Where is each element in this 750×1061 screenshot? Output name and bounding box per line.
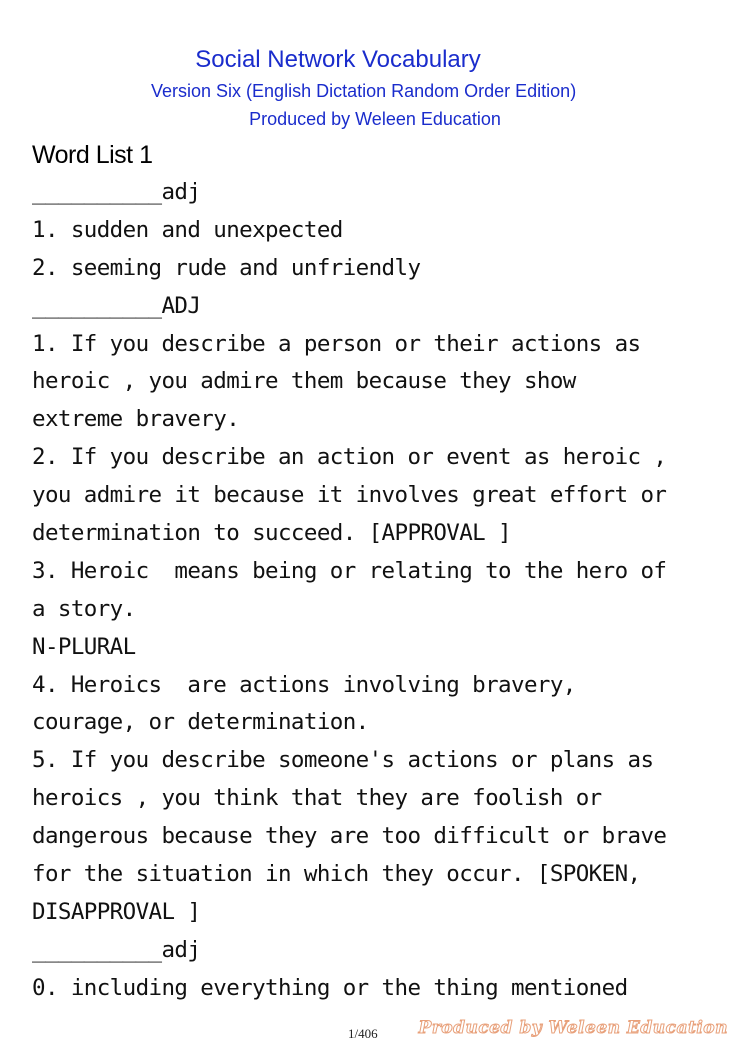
word-list-heading: Word List 1	[32, 141, 153, 169]
text-line: 1. sudden and unexpected	[32, 216, 343, 243]
producer-line: Produced by Weleen Education	[249, 109, 501, 129]
text-line: 2. If you describe an action or event as heroic ,	[32, 444, 667, 471]
text-line: 4. Heroics are actions involving bravery,	[32, 671, 576, 698]
text-line: determination to succeed. [APPROVAL ]	[32, 520, 512, 547]
document-title: Social Network Vocabulary	[195, 46, 481, 73]
text-line: 0. including everything or the thing mentioned	[32, 974, 628, 1001]
text-line: for the situation in which they occur. [SPOKEN,	[32, 861, 641, 888]
text-line: 5. If you describe someone's actions or plans as	[32, 747, 654, 774]
text-line: N-PLURAL	[32, 633, 136, 660]
watermark-logo: Produced by Weleen Education	[418, 1018, 728, 1038]
text-line: __________ADJ	[32, 292, 201, 319]
text-line: courage, or determination.	[32, 709, 369, 736]
text-line: heroics , you think that they are foolish or	[32, 785, 602, 812]
text-line: DISAPPROVAL ]	[32, 898, 201, 925]
text-line: heroic , you admire them because they show	[32, 368, 576, 395]
text-line: 1. If you describe a person or their actions as	[32, 330, 641, 357]
vocabulary-body	[32, 174, 732, 1008]
text-line: you admire it because it involves great effort or	[32, 482, 667, 509]
text-line: extreme bravery.	[32, 406, 240, 433]
text-line: __________adj	[32, 936, 201, 963]
document-subtitle: Version Six (English Dictation Random Order Edition)	[151, 81, 577, 101]
text-line: 2. seeming rude and unfriendly	[32, 254, 421, 281]
text-line: dangerous because they are too difficult or brave	[32, 823, 667, 850]
text-line: __________adj	[32, 179, 201, 205]
page-number: 1/406	[348, 1026, 378, 1041]
text-line: 3. Heroic means being or relating to the hero of	[32, 557, 667, 584]
text-line: a story.	[32, 595, 136, 622]
